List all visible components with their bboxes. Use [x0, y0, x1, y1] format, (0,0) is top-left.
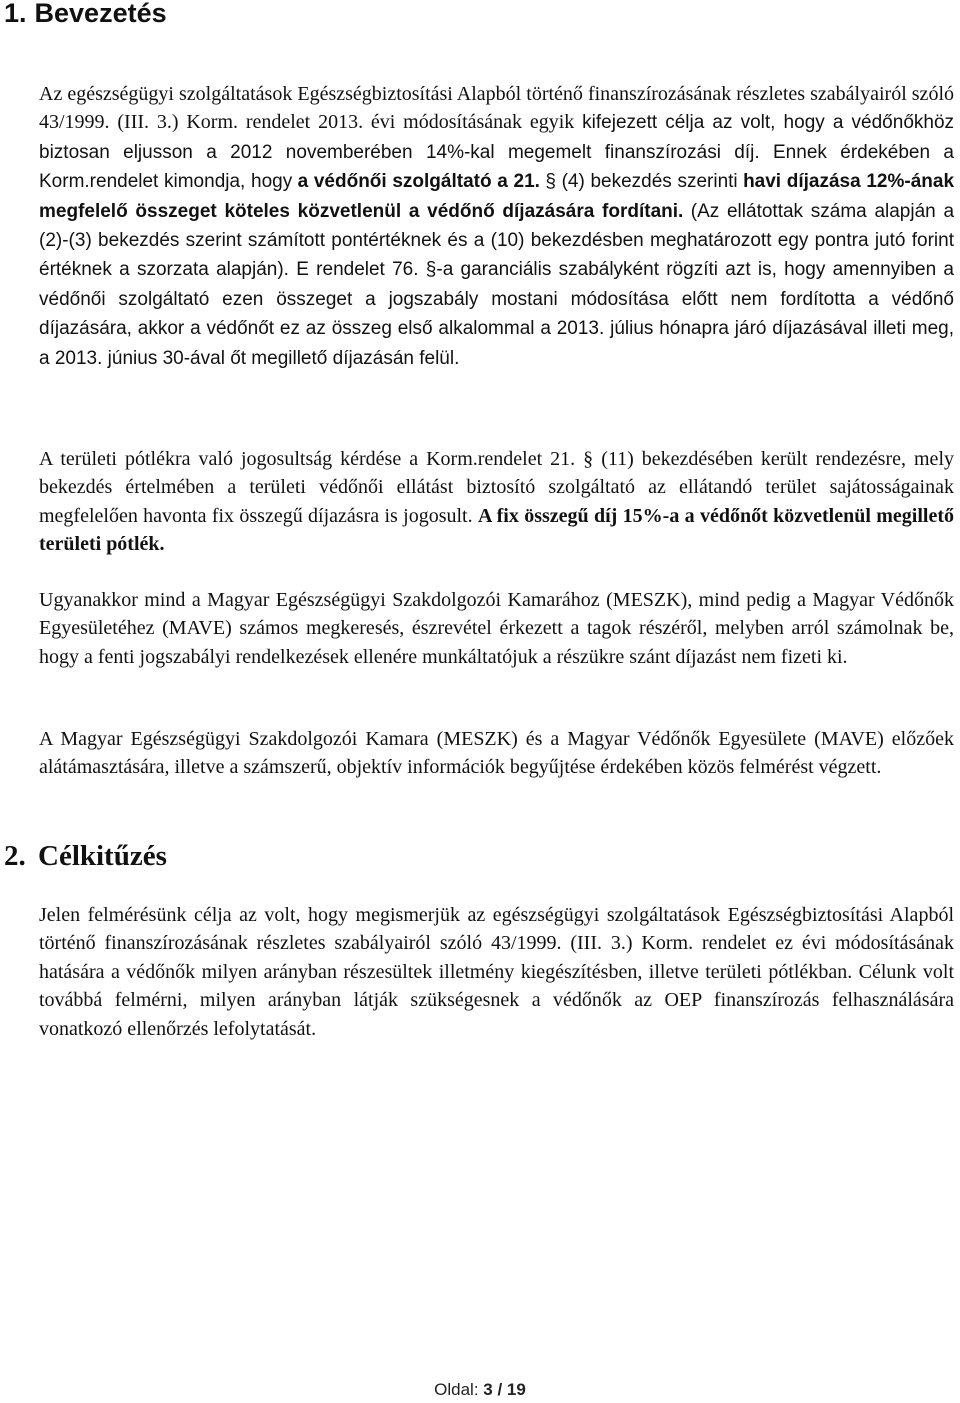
text-run: Az egészségügyi szolgáltatások Egészségbiztosítási Alapból történő finanszírozásának részletes szabályairól szóló 43/1999. (III. 3.) Korm. rendelet 2013. évi módosításának egyik [39, 83, 954, 134]
section-heading-2 [4, 842, 167, 871]
text-run: A Magyar Egészségügyi Szakdolgozói Kamara (MESZK) és a Magyar Védőnők Egyesülete (MAVE) előzőek alátámasztására, illetve a számszerű, objektív információk begyűjtése érdekében közös felmérést végzett. [39, 728, 954, 779]
paragraph-survey [39, 725, 954, 782]
text-run: (Az ellátottak száma alapján a (2)-(3) bekezdés szerint számított pontértéknek és a (10) bekezdésben meghatározott egy pontra jutó forint értéknek a szorzata alapján). E rendelet 76. §-a garanciális szabályként rögzíti azt is, hogy amennyiben a védőnői szolgáltató ezen összeget a jogszabály mostani módosítása előtt nem fordította a védőnő díjazására, akkor a védőnőt ez az összeg első alkalommal a 2013. július hónapra járó díjazásával illeti meg, a 2013. június 30-ával őt megillető díjazásán felül. [39, 200, 955, 369]
page-label: Oldal: [434, 1380, 479, 1399]
page-footer [0, 1380, 960, 1400]
text-run: Jelen felmérésünk célja az volt, hogy megismerjük az egészségügyi szolgáltatások Egészségbiztosítási Alapból történő finanszírozásának részletes szabályairól szóló 43/1999. (III. 3.) Korm. rendelet ez évi módosításának hatására a védőnők milyen arányban részesültek illetmény kiegészítésben, illetve területi pótlékban. Célunk volt továbbá felmérni, milyen arányban látják szükségesnek a védőnők az OEP finanszírozás felhasználására vonatkozó ellenőrzés lefolytatását. [39, 904, 954, 1040]
section-title: Célkitűzés [38, 840, 167, 872]
text-run: kifejezett célja az volt, hogy a védőnőkhöz biztosan eljusson a 2012 novemberében 14%-kal megemelt finanszírozási díj. Ennek érdekében a Korm.rendelet kimondja, hogy [39, 112, 955, 193]
page-number: 3 / 19 [483, 1380, 526, 1399]
section-number: 1. [4, 0, 27, 28]
text-run: a védőnői szolgáltató a 21. [297, 171, 540, 193]
section-title: Bevezetés [34, 0, 167, 28]
text-run: Ugyanakkor mind a Magyar Egészségügyi Szakdolgozói Kamarához (MESZK), mind pedig a Magyar Védőnők Egyesületéhez (MAVE) számos megkeresés, észrevétel érkezett a tagok részéről, melyben arról számolnak be, hogy a fenti jogszabályi rendelkezések ellenére munkáltatójuk a részükre szánt díjazást nem fizeti ki. [39, 589, 954, 668]
section-heading-1 [4, 0, 167, 27]
paragraph-objective [39, 901, 954, 1043]
text-run: A fix összegű díj 15%-a a védőnőt közvetlenül megillető területi pótlék. [39, 504, 954, 556]
text-run: § (4) bekezdés szerinti [545, 171, 738, 193]
paragraph-complaints [39, 586, 954, 671]
text-run: havi díjazása 12%-ának megfelelő összeget köteles közvetlenül a védőnő díjazására fordítani. [39, 171, 955, 222]
text-run: A területi pótlékra való jogosultság kérdése a Korm.rendelet 21. § (11) bekezdésében került rendezésre, mely bekezdés értelmében a területi védőnői ellátást biztosító szolgáltató az ellátandó terület sajátosságainak megfelelően havonta fix összegű díjazásra is jogosult. [39, 448, 954, 527]
paragraph-territorial-allowance [39, 445, 954, 559]
section-number: 2. [4, 840, 26, 872]
paragraph-intro [39, 80, 954, 373]
